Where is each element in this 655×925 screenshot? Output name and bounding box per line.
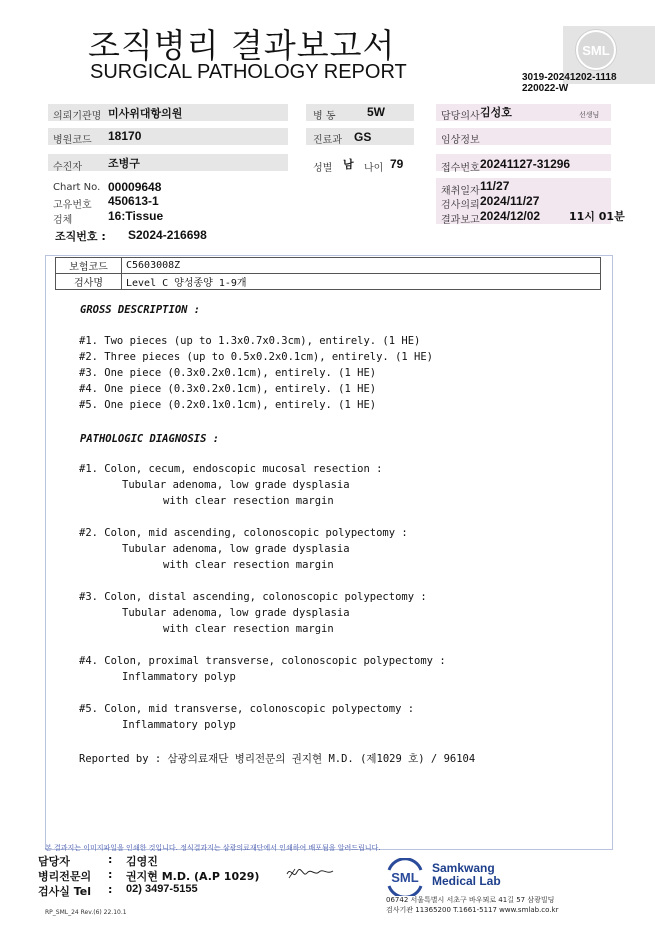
lab-address-line2: 검사기관 11365200 T.1661-5117 www.smlab.co.kr	[386, 906, 559, 914]
manager-colon: :	[108, 853, 113, 866]
request-label: 검사의뢰	[441, 200, 480, 211]
chart-value: 00009648	[108, 180, 162, 194]
specimen-label: 검체	[53, 215, 73, 226]
pathologic-diagnosis-heading: PATHOLOGIC DIAGNOSIS :	[80, 433, 220, 445]
diagnosis-3-finding: Tubular adenoma, low grade dysplasia	[122, 607, 350, 619]
gross-line-5: #5. One piece (0.2x0.1x0.1cm), entirely. (1 HE)	[79, 399, 377, 411]
age-label: 나이	[364, 163, 384, 174]
sex-value: 남	[343, 158, 354, 171]
gross-line-2: #2. Three pieces (up to 0.5x0.2x0.1cm), entirely. (1 HE)	[79, 351, 434, 363]
report-title-korean: 조직병리 결과보고서	[88, 26, 396, 65]
table-row	[56, 274, 601, 290]
diagnosis-4-finding: Inflammatory polyp	[122, 671, 236, 683]
collect-value: 11/27	[480, 179, 510, 193]
collect-label: 채취일자	[441, 186, 480, 197]
clinical-label: 임상정보	[441, 135, 480, 146]
manager-value: 김영진	[126, 855, 158, 868]
sml-logo	[576, 30, 616, 70]
gross-description-heading: GROSS DESCRIPTION :	[80, 304, 201, 316]
diagnosis-3-margin: with clear resection margin	[163, 623, 334, 635]
print-notice: 본 결과지는 이미지파일을 인쇄한 것입니다. 정식결과지는 삼광의료재단에서 인쇄하여 배포됨을 알려드립니다.	[45, 844, 381, 852]
doctor-suffix: 선생님	[579, 111, 600, 119]
tissue-no-value: S2024-216698	[128, 228, 207, 242]
lab-address	[386, 895, 654, 915]
diagnosis-1-margin: with clear resection margin	[163, 495, 334, 507]
samkwang-lab-logo-icon	[385, 858, 425, 896]
ward-value: 5W	[367, 105, 385, 119]
lab-name-line2: Medical Lab	[432, 874, 501, 888]
hosp-code-value: 18170	[108, 129, 142, 143]
test-code-table	[55, 257, 601, 290]
reported-by: Reported by : 삼광의료재단 병리전문의 권지현 M.D. (제1029 호) / 96104	[79, 753, 476, 765]
report-title-english: SURGICAL PATHOLOGY REPORT	[90, 61, 407, 83]
manager-label: 담당자	[38, 855, 70, 868]
tissue-no-label: 조직번호 :	[55, 230, 106, 243]
sml-logo-text: SML	[582, 43, 610, 58]
gross-line-4: #4. One piece (0.3x0.2x0.1cm), entirely. (1 HE)	[79, 383, 377, 395]
receipt-value: 20241127-31296	[480, 157, 571, 171]
lab-name	[432, 862, 501, 888]
signature-image	[285, 864, 335, 884]
report-id	[522, 72, 617, 94]
receipt-label: 접수번호	[441, 163, 480, 174]
lab-logo-text: SML	[391, 870, 419, 885]
form-code: RP_SML_24 Rev.(6) 22.10.1	[45, 909, 127, 916]
tel-value: 02) 3497-5155	[126, 883, 198, 895]
dept-label: 진료과	[313, 135, 342, 146]
dept-value: GS	[354, 130, 372, 144]
report-id-line1: 3019-20241202-1118	[522, 72, 617, 83]
tel-label: 검사실 Tel	[38, 885, 91, 898]
patient-box	[48, 154, 288, 171]
request-value: 2024/11/27	[480, 194, 540, 208]
lab-name-line1: Samkwang	[432, 861, 495, 875]
diagnosis-2-finding: Tubular adenoma, low grade dysplasia	[122, 543, 350, 555]
specimen-value: 16:Tissue	[108, 209, 164, 223]
age-value: 79	[390, 157, 404, 171]
chart-label: Chart No.	[53, 182, 101, 193]
gross-line-1: #1. Two pieces (up to 1.3x0.7x0.3cm), entirely. (1 HE)	[79, 335, 421, 347]
diagnosis-5-finding: Inflammatory polyp	[122, 719, 236, 731]
test-name-label: 검사명	[56, 274, 122, 290]
pathologist-colon: :	[108, 868, 113, 881]
diagnosis-1-site: #1. Colon, cecum, endoscopic mucosal resection :	[79, 463, 383, 475]
unique-label: 고유번호	[53, 200, 92, 211]
gross-line-3: #3. One piece (0.3x0.2x0.1cm), entirely. (1 HE)	[79, 367, 377, 379]
hospital-value: 미사위대항의원	[108, 107, 183, 120]
diagnosis-2-site: #2. Colon, mid ascending, colonoscopic polypectomy :	[79, 527, 408, 539]
unique-value: 450613-1	[108, 194, 159, 208]
result-time: 11시 01분	[569, 210, 625, 223]
diagnosis-1-finding: Tubular adenoma, low grade dysplasia	[122, 479, 350, 491]
insurance-code-value: C5603008Z	[122, 258, 601, 274]
insurance-code-label: 보험코드	[56, 258, 122, 274]
hosp-code-label: 병원코드	[53, 135, 92, 146]
pathologist-label: 병리전문의	[38, 870, 92, 883]
patient-value: 조병구	[108, 157, 140, 170]
table-row	[56, 258, 601, 274]
diagnosis-4-site: #4. Colon, proximal transverse, colonoscopic polypectomy :	[79, 655, 446, 667]
lab-address-line1: 06742 서울특별시 서초구 바우뫼로 41길 57 삼광빌딩	[386, 896, 555, 904]
hospital-label: 의뢰기관명	[53, 111, 102, 122]
diagnosis-2-margin: with clear resection margin	[163, 559, 334, 571]
diagnosis-5-site: #5. Colon, mid transverse, colonoscopic polypectomy :	[79, 703, 415, 715]
patient-label: 수진자	[53, 162, 82, 173]
result-label: 결과보고	[441, 215, 480, 226]
pathologist-value: 권지현 M.D. (A.P 1029)	[126, 870, 260, 883]
sex-label: 성별	[313, 163, 333, 174]
report-id-line2: 220022-W	[522, 83, 569, 94]
tel-colon: :	[108, 883, 113, 896]
result-date: 2024/12/02	[480, 209, 541, 223]
diagnosis-3-site: #3. Colon, distal ascending, colonoscopic polypectomy :	[79, 591, 427, 603]
ward-label: 병 동	[313, 111, 336, 122]
doctor-value: 김성호	[480, 106, 512, 119]
doctor-label: 담당의사	[441, 111, 480, 122]
test-name-value: Level C 양성종양 1-9개	[122, 274, 601, 290]
